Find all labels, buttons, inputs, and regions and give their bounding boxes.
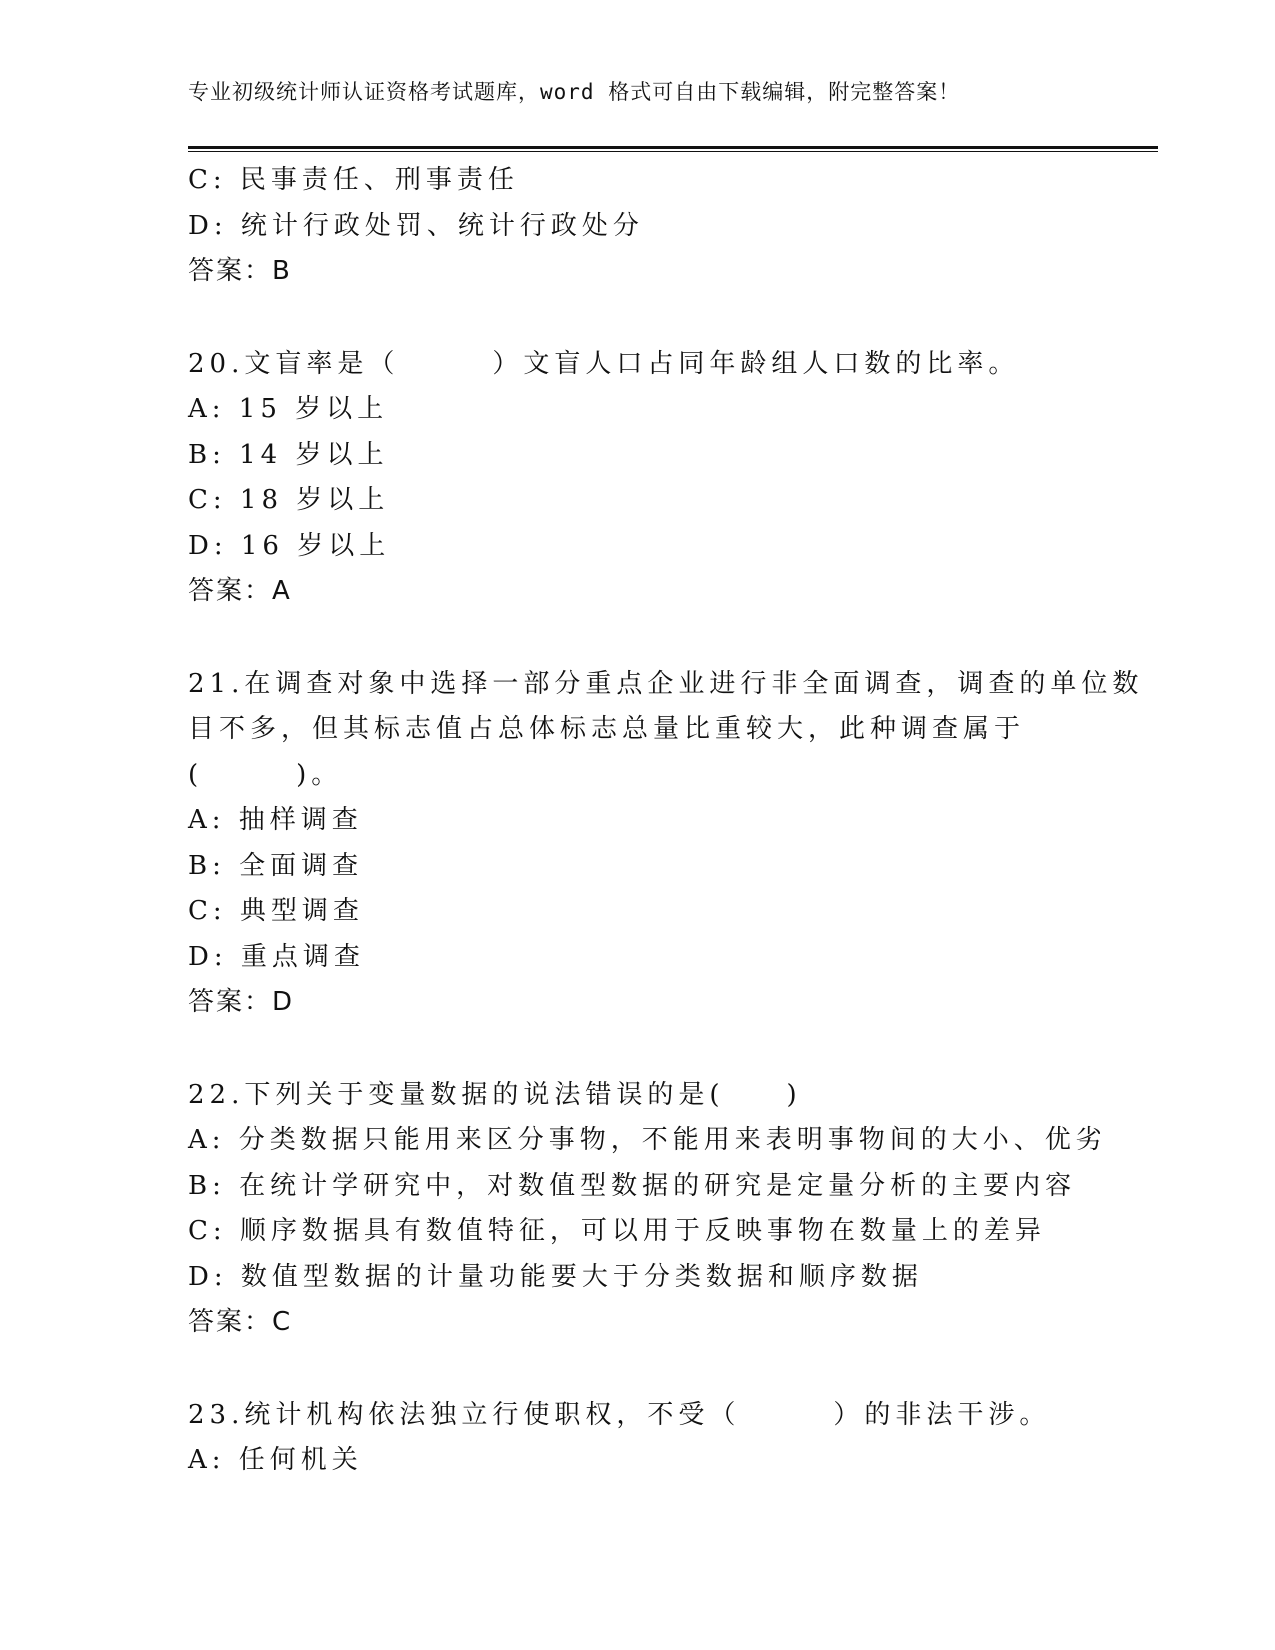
option-b: B: 全面调查 <box>188 850 364 881</box>
question-stem: 22.下列关于变量数据的说法错误的是( ) <box>188 1079 802 1110</box>
question-list <box>188 158 1144 1484</box>
question-stem-line-1: 21.在调查对象中选择一部分重点企业进行非全面调查，调查的单位数 <box>188 668 1144 699</box>
question-21 <box>188 662 1144 1026</box>
option-b: B: 14 岁以上 <box>188 439 389 470</box>
spacer <box>188 1346 1088 1393</box>
question-19-tail <box>188 158 1088 295</box>
option-d: D: 16 岁以上 <box>188 530 391 561</box>
answer-line: 答案：D <box>188 987 295 1017</box>
question-20 <box>188 342 1088 615</box>
question-22 <box>188 1073 1107 1346</box>
question-stem-line-3: ( )。 <box>188 759 343 790</box>
spacer <box>188 615 1088 662</box>
option-c: C: 18 岁以上 <box>188 485 390 515</box>
option-c: C: 民事责任、刑事责任 <box>188 165 519 195</box>
question-stem-line-2: 目不多，但其标志值占总体标志总量比重较大，此种调查属于 <box>188 714 1026 744</box>
option-a: A: 15 岁以上 <box>188 394 389 424</box>
option-c: C: 顺序数据具有数值特征，可以用于反映事物在数量上的差异 <box>188 1216 1046 1246</box>
spacer <box>188 1026 1088 1073</box>
option-c: C: 典型调查 <box>188 896 364 926</box>
answer-line: 答案：C <box>188 1307 293 1337</box>
option-a: A: 抽样调查 <box>188 805 363 835</box>
option-a: A: 任何机关 <box>188 1445 363 1475</box>
spacer <box>188 295 1088 342</box>
option-d: D: 统计行政处罚、统计行政处分 <box>188 210 644 241</box>
option-d: D: 数值型数据的计量功能要大于分类数据和顺序数据 <box>188 1261 923 1292</box>
header-rule-thick <box>188 146 1158 149</box>
answer-line: 答案：B <box>188 256 292 286</box>
option-d: D: 重点调查 <box>188 941 365 972</box>
option-a: A: 分类数据只能用来区分事物，不能用来表明事物间的大小、优劣 <box>188 1125 1107 1155</box>
option-b: B: 在统计学研究中，对数值型数据的研究是定量分析的主要内容 <box>188 1170 1077 1201</box>
header-rule-thin <box>188 151 1158 152</box>
answer-line: 答案：A <box>188 576 292 606</box>
page-header: 专业初级统计师认证资格考试题库，word 格式可自由下载编辑，附完整答案！ <box>188 80 961 104</box>
question-23 <box>188 1393 1088 1484</box>
question-stem: 23.统计机构依法独立行使职权，不受（ ）的非法干涉。 <box>188 1399 1051 1430</box>
question-stem: 20.文盲率是（ ）文盲人口占同年龄组人口数的比率。 <box>188 348 1020 379</box>
